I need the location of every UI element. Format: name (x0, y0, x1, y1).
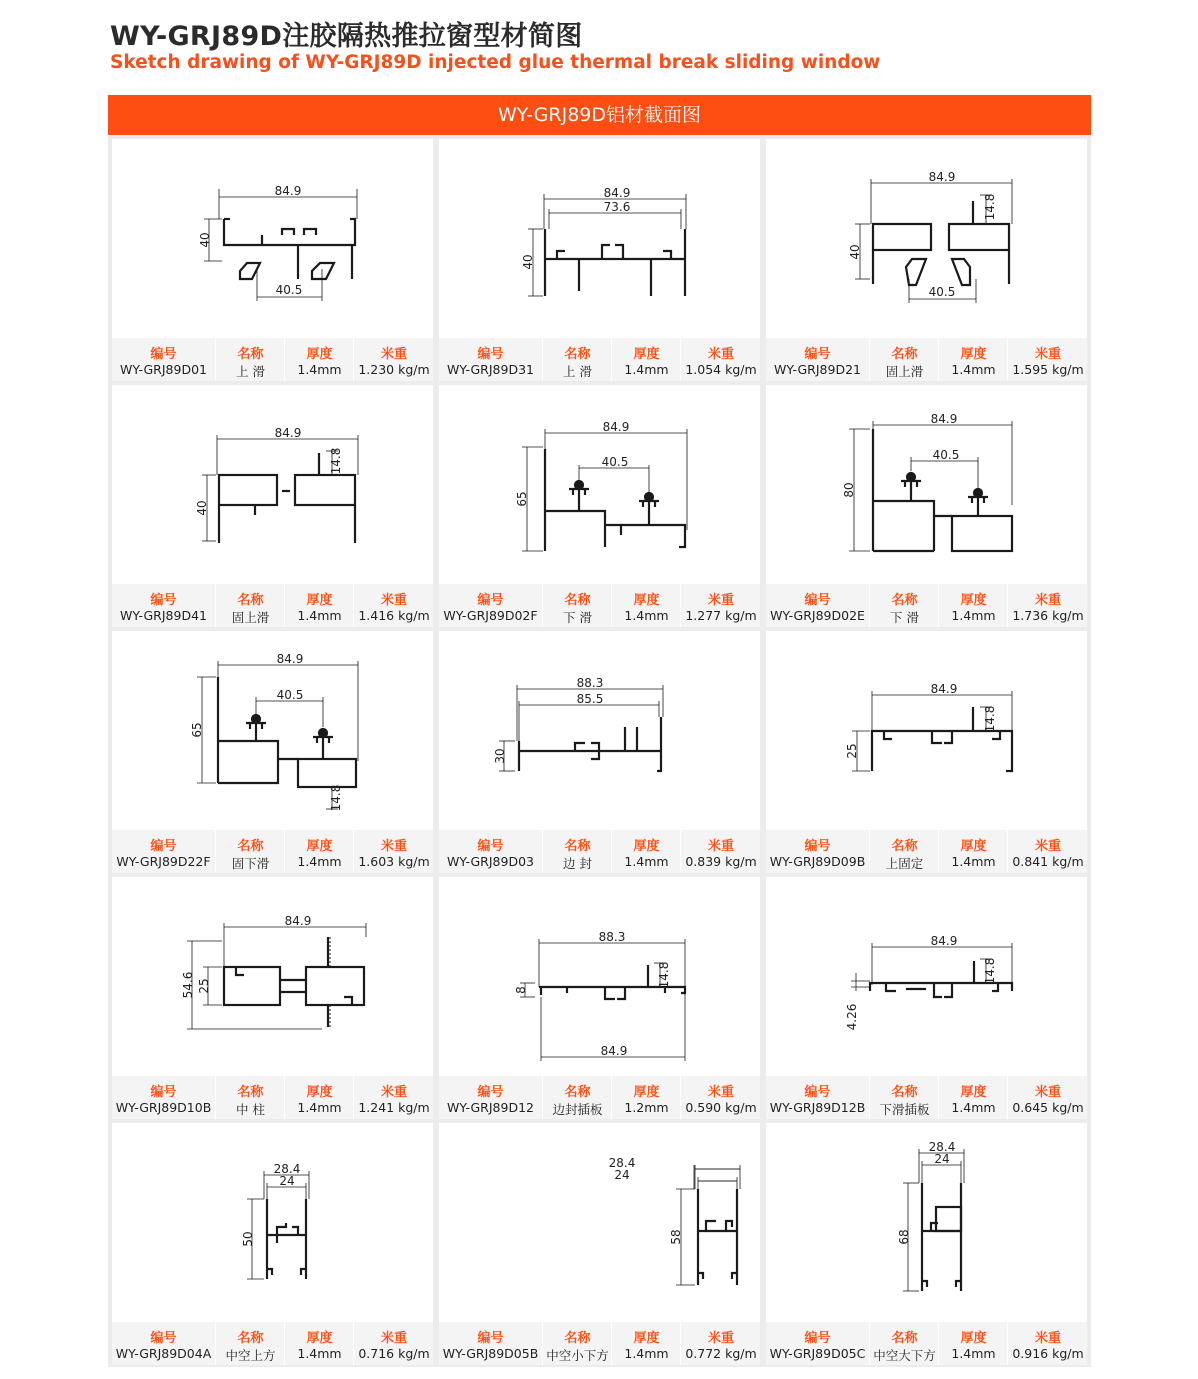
dim-label: 25 (845, 743, 859, 759)
name-value: 中空大下方 (873, 1348, 936, 1363)
code-value: WY-GRJ89D22F (116, 854, 211, 869)
dim-label: 24 (279, 1174, 295, 1188)
dim-label: 84.9 (284, 914, 312, 928)
weight-value: 0.645 kg/m (1012, 1100, 1084, 1115)
name-header: 名称 (564, 1331, 591, 1346)
spec-table (766, 1076, 1087, 1119)
dim-label: 25 (197, 978, 211, 994)
weight-value: 0.772 kg/m (685, 1346, 757, 1361)
thickness-header: 厚度 (633, 839, 660, 854)
section-drawing-d01 (112, 139, 433, 339)
section-drawing-d09b (766, 631, 1087, 831)
thickness-value: 1.4mm (624, 362, 669, 377)
name-header: 名称 (891, 1331, 918, 1346)
spec-table (439, 1076, 760, 1119)
weight-header: 米重 (380, 839, 407, 854)
thickness-value: 1.2mm (624, 1100, 669, 1115)
thickness-header: 厚度 (633, 1085, 660, 1100)
profile-card-d02f (439, 385, 760, 627)
code-value: WY-GRJ89D05C (769, 1346, 866, 1361)
code-header: 编号 (150, 1331, 177, 1346)
dim-label: 30 (493, 748, 507, 764)
name-value: 下 滑 (563, 610, 592, 625)
weight-header: 米重 (380, 593, 407, 608)
weight-value: 1.054 kg/m (685, 362, 757, 377)
weight-value: 1.230 kg/m (358, 362, 430, 377)
spec-table (766, 584, 1087, 627)
section-drawing-d04a (112, 1123, 433, 1323)
name-header: 名称 (564, 593, 591, 608)
thickness-header: 厚度 (960, 593, 987, 608)
code-header: 编号 (477, 593, 504, 608)
dim-label: 40 (848, 244, 862, 260)
dim-label: 84.9 (930, 934, 958, 948)
dim-label: 40.5 (932, 448, 960, 462)
weight-value: 0.716 kg/m (358, 1346, 430, 1361)
dim-label: 40.5 (275, 283, 303, 297)
dim-label: 88.3 (576, 676, 604, 690)
weight-value: 1.595 kg/m (1012, 362, 1084, 377)
name-header: 名称 (891, 839, 918, 854)
dim-label: 28.4 (608, 1156, 636, 1170)
name-value: 上 滑 (563, 364, 592, 379)
weight-value: 1.277 kg/m (685, 608, 757, 623)
weight-header: 米重 (1034, 347, 1061, 362)
section-drawing-d03 (439, 631, 760, 831)
profile-grid (108, 135, 1091, 1367)
weight-header: 米重 (707, 347, 734, 362)
thickness-value: 1.4mm (951, 1100, 996, 1115)
dim-label: 40 (195, 500, 209, 516)
code-value: WY-GRJ89D05B (442, 1346, 539, 1361)
section-drawing-d12b (766, 877, 1087, 1077)
code-header: 编号 (150, 839, 177, 854)
dim-label: 88.3 (598, 930, 626, 944)
profile-card-d05b (439, 1123, 760, 1365)
profile-card-d01 (112, 139, 433, 381)
name-value: 固下滑 (231, 856, 270, 871)
section-drawing-d31 (439, 139, 760, 339)
dim-label: 14.8 (329, 447, 343, 475)
section-drawing-d41 (112, 385, 433, 585)
profile-card-d31 (439, 139, 760, 381)
thickness-value: 1.4mm (624, 1346, 669, 1361)
spec-table (766, 1322, 1087, 1365)
spec-table (439, 1322, 760, 1365)
dim-label: 84.9 (930, 412, 958, 426)
dim-label: 65 (515, 491, 529, 507)
thickness-header: 厚度 (633, 347, 660, 362)
spec-table (112, 338, 433, 381)
name-value: 固上滑 (231, 610, 270, 625)
name-value: 上 滑 (236, 364, 265, 379)
code-value: WY-GRJ89D02F (443, 608, 538, 623)
thickness-value: 1.4mm (951, 1346, 996, 1361)
weight-header: 米重 (380, 1331, 407, 1346)
name-value: 上固定 (885, 856, 924, 871)
weight-header: 米重 (1034, 839, 1061, 854)
weight-header: 米重 (707, 1085, 734, 1100)
section-drawing-d21 (766, 139, 1087, 339)
code-header: 编号 (804, 1085, 831, 1100)
thickness-header: 厚度 (633, 593, 660, 608)
name-header: 名称 (564, 839, 591, 854)
dim-label: 85.5 (576, 692, 604, 706)
name-value: 边封插板 (552, 1102, 603, 1117)
code-value: WY-GRJ89D21 (774, 362, 861, 377)
weight-header: 米重 (1034, 1085, 1061, 1100)
weight-value: 0.916 kg/m (1012, 1346, 1084, 1361)
thickness-value: 1.4mm (297, 608, 342, 623)
dim-label: 40 (521, 254, 535, 270)
thickness-header: 厚度 (960, 839, 987, 854)
thickness-value: 1.4mm (624, 854, 669, 869)
section-banner: WY-GRJ89D铝材截面图 (108, 95, 1091, 135)
name-header: 名称 (237, 839, 264, 854)
name-value: 中 柱 (236, 1102, 265, 1117)
code-header: 编号 (150, 347, 177, 362)
dim-label: 28.4 (928, 1140, 956, 1154)
thickness-header: 厚度 (306, 593, 333, 608)
code-header: 编号 (804, 839, 831, 854)
spec-table (439, 584, 760, 627)
section-drawing-d02e (766, 385, 1087, 585)
weight-header: 米重 (380, 347, 407, 362)
dim-label: 84.9 (274, 426, 302, 440)
weight-value: 1.736 kg/m (1012, 608, 1084, 623)
dim-label: 14.8 (329, 784, 343, 812)
dim-label: 73.6 (603, 200, 631, 214)
dim-label: 84.9 (600, 1044, 628, 1058)
spec-table (766, 830, 1087, 873)
thickness-value: 1.4mm (297, 854, 342, 869)
section-drawing-d22f (112, 631, 433, 831)
thickness-header: 厚度 (306, 347, 333, 362)
dim-label: 84.9 (928, 170, 956, 184)
section-drawing-d05b (439, 1123, 760, 1323)
spec-table (112, 584, 433, 627)
spec-table (112, 1322, 433, 1365)
thickness-header: 厚度 (633, 1331, 660, 1346)
dim-label: 68 (897, 1229, 911, 1245)
dim-label: 84.9 (602, 420, 630, 434)
code-header: 编号 (477, 347, 504, 362)
weight-header: 米重 (1034, 1331, 1061, 1346)
weight-value: 1.416 kg/m (358, 608, 430, 623)
name-value: 边 封 (563, 856, 592, 871)
code-header: 编号 (477, 1331, 504, 1346)
spec-table (439, 830, 760, 873)
section-drawing-d02f (439, 385, 760, 585)
thickness-header: 厚度 (960, 1331, 987, 1346)
code-value: WY-GRJ89D02E (770, 608, 865, 623)
name-header: 名称 (237, 1331, 264, 1346)
dim-label: 14.8 (983, 957, 997, 985)
profile-card-d02e (766, 385, 1087, 627)
spec-table (766, 338, 1087, 381)
spec-table (112, 830, 433, 873)
dim-label: 84.9 (603, 186, 631, 200)
thickness-header: 厚度 (306, 1331, 333, 1346)
code-header: 编号 (804, 347, 831, 362)
dim-label: 84.9 (274, 184, 302, 198)
dim-label: 58 (669, 1229, 683, 1245)
section-drawing-d05c (766, 1123, 1087, 1323)
profile-card-d03 (439, 631, 760, 873)
dim-label: 40.5 (276, 688, 304, 702)
dim-label: 28.4 (273, 1162, 301, 1176)
code-header: 编号 (804, 593, 831, 608)
code-header: 编号 (804, 1331, 831, 1346)
thickness-header: 厚度 (306, 1085, 333, 1100)
dim-label: 84.9 (930, 682, 958, 696)
code-value: WY-GRJ89D12 (447, 1100, 534, 1115)
code-value: WY-GRJ89D03 (447, 854, 534, 869)
name-header: 名称 (237, 1085, 264, 1100)
code-value: WY-GRJ89D01 (120, 362, 207, 377)
code-value: WY-GRJ89D31 (447, 362, 534, 377)
profile-card-d22f (112, 631, 433, 873)
weight-value: 0.841 kg/m (1012, 854, 1084, 869)
name-value: 下 滑 (890, 610, 919, 625)
dim-label: 14.8 (983, 705, 997, 733)
weight-value: 1.241 kg/m (358, 1100, 430, 1115)
section-drawing-d12 (439, 877, 760, 1077)
name-header: 名称 (237, 593, 264, 608)
dim-label: 24 (934, 1152, 950, 1166)
dim-label: 14.8 (983, 193, 997, 221)
weight-header: 米重 (707, 839, 734, 854)
weight-header: 米重 (380, 1085, 407, 1100)
weight-value: 0.590 kg/m (685, 1100, 757, 1115)
profile-card-d41 (112, 385, 433, 627)
code-header: 编号 (477, 1085, 504, 1100)
dim-label: 54.6 (181, 971, 195, 999)
weight-header: 米重 (1034, 593, 1061, 608)
code-value: WY-GRJ89D12B (769, 1100, 866, 1115)
code-value: WY-GRJ89D10B (115, 1100, 212, 1115)
page-subtitle: Sketch drawing of WY-GRJ89D injected glue thermal break sliding window (110, 52, 881, 73)
code-header: 编号 (477, 839, 504, 854)
name-header: 名称 (564, 347, 591, 362)
profile-card-d10b (112, 877, 433, 1119)
profile-card-d09b (766, 631, 1087, 873)
thickness-header: 厚度 (306, 839, 333, 854)
dim-label: 14.8 (657, 961, 671, 989)
dim-label: 50 (241, 1231, 255, 1247)
name-value: 固上滑 (885, 364, 924, 379)
weight-value: 1.603 kg/m (358, 854, 430, 869)
code-header: 编号 (150, 1085, 177, 1100)
spec-table (439, 338, 760, 381)
dim-label: 24 (614, 1168, 630, 1182)
dim-label: 40 (198, 232, 212, 248)
name-header: 名称 (237, 347, 264, 362)
thickness-value: 1.4mm (624, 608, 669, 623)
dim-label: 65 (190, 722, 204, 738)
weight-header: 米重 (707, 593, 734, 608)
thickness-value: 1.4mm (951, 362, 996, 377)
dim-label: 84.9 (276, 652, 304, 666)
dim-label: 80 (842, 482, 856, 498)
name-header: 名称 (891, 347, 918, 362)
weight-header: 米重 (707, 1331, 734, 1346)
spec-table (112, 1076, 433, 1119)
profile-card-d12b (766, 877, 1087, 1119)
dim-label: 40.5 (928, 285, 956, 299)
page-title: WY-GRJ89D注胶隔热推拉窗型材简图 (110, 21, 583, 52)
thickness-value: 1.4mm (951, 608, 996, 623)
profile-card-d12 (439, 877, 760, 1119)
profile-card-d05c (766, 1123, 1087, 1365)
name-value: 中空小下方 (546, 1348, 609, 1363)
name-value: 中空上方 (225, 1348, 276, 1363)
thickness-header: 厚度 (960, 1085, 987, 1100)
dim-label: 40.5 (601, 455, 629, 469)
name-header: 名称 (564, 1085, 591, 1100)
dim-label: 4.26 (845, 1003, 859, 1031)
section-drawing-d10b (112, 877, 433, 1077)
code-value: WY-GRJ89D09B (769, 854, 866, 869)
code-value: WY-GRJ89D41 (120, 608, 207, 623)
thickness-value: 1.4mm (297, 362, 342, 377)
name-header: 名称 (891, 593, 918, 608)
thickness-value: 1.4mm (297, 1346, 342, 1361)
code-header: 编号 (150, 593, 177, 608)
profile-card-d04a (112, 1123, 433, 1365)
code-value: WY-GRJ89D04A (115, 1346, 212, 1361)
thickness-value: 1.4mm (297, 1100, 342, 1115)
name-header: 名称 (891, 1085, 918, 1100)
profile-card-d21 (766, 139, 1087, 381)
weight-value: 0.839 kg/m (685, 854, 757, 869)
name-value: 下滑插板 (879, 1102, 930, 1117)
thickness-header: 厚度 (960, 347, 987, 362)
thickness-value: 1.4mm (951, 854, 996, 869)
dim-label: 8 (514, 986, 528, 994)
